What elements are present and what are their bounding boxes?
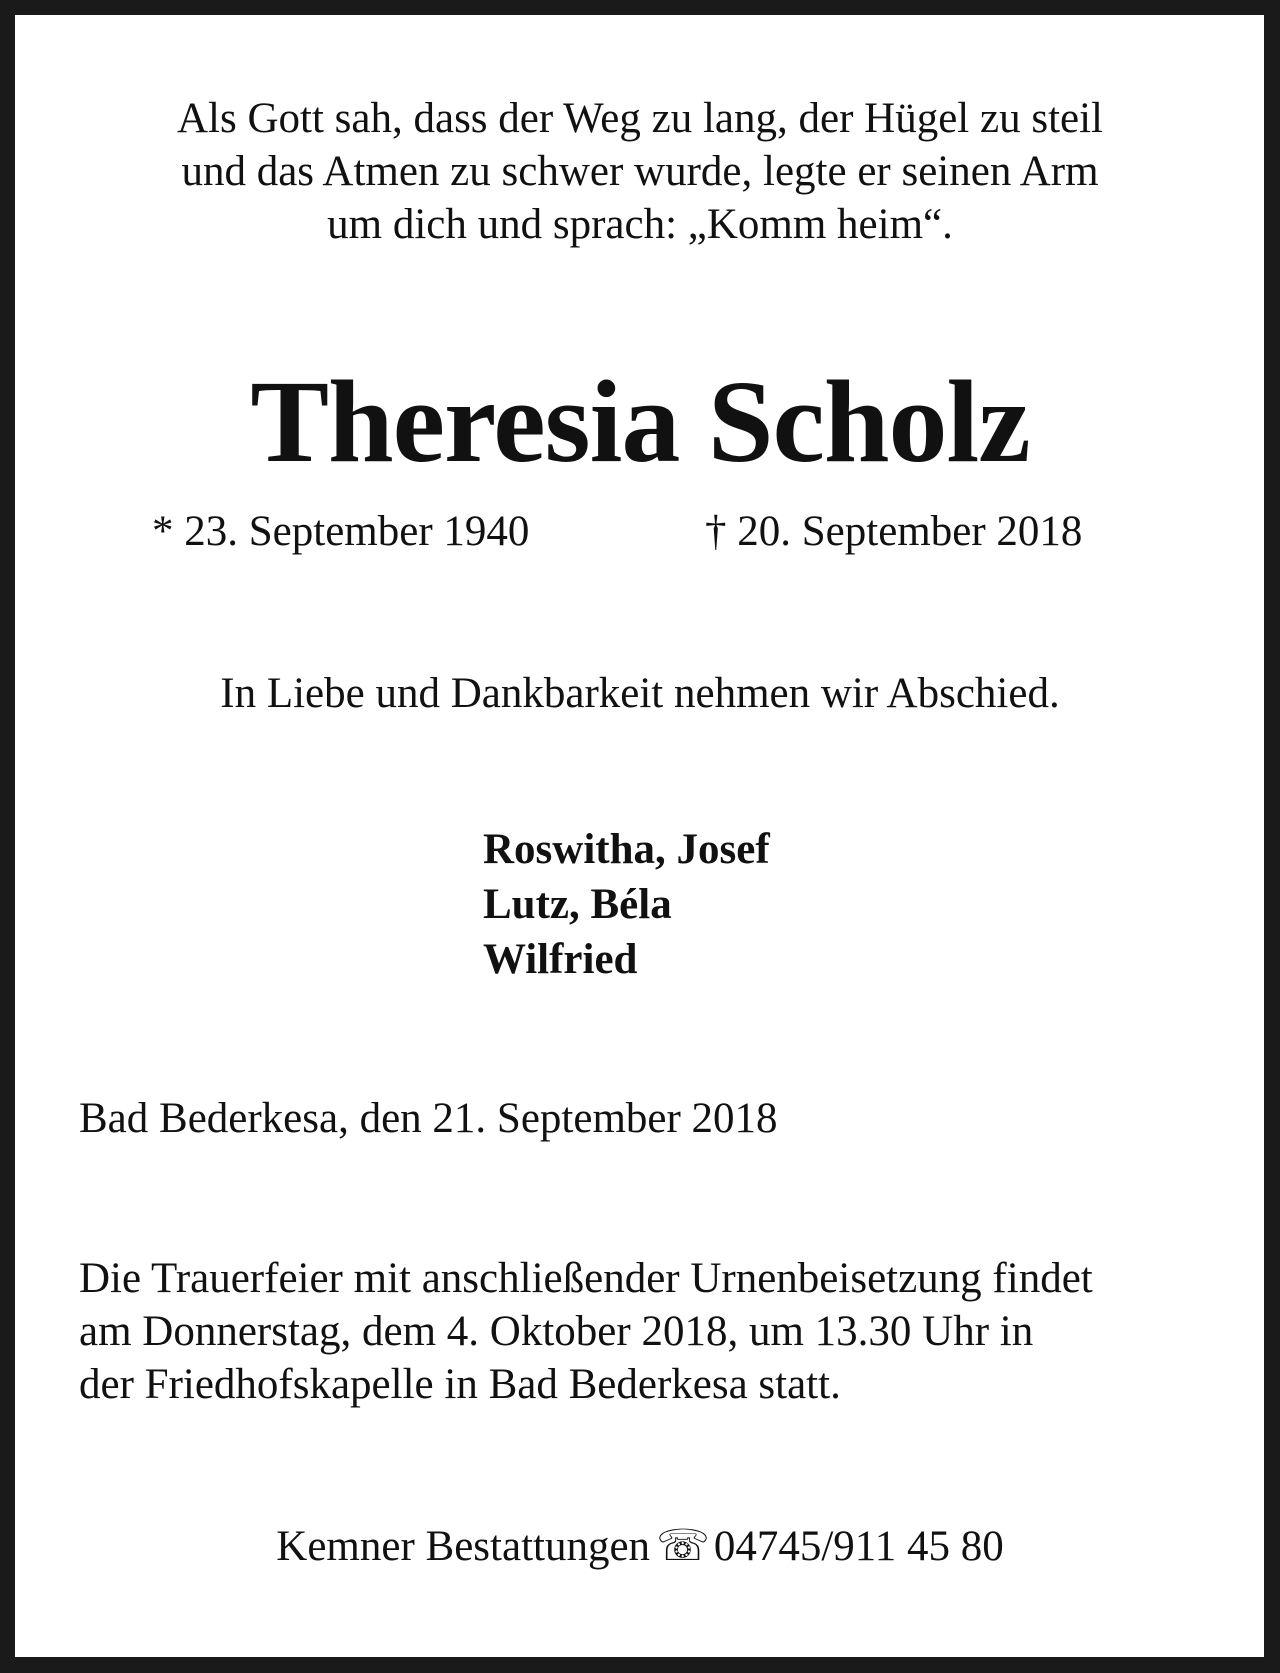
farewell-text: In Liebe und Dankbarkeit nehmen wir Abschied. <box>220 670 1060 717</box>
birth-date: * 23. September 1940 <box>152 508 530 555</box>
ceremony-notice <box>79 1252 1093 1411</box>
undertaker-name: Kemner Bestattungen <box>276 1523 651 1570</box>
quote-line: Als Gott sah, dass der Weg zu lang, der Hügel zu steil <box>176 95 1103 142</box>
deceased-name: Theresia Scholz <box>250 356 1030 487</box>
ceremony-line: am Donnerstag, dem 4. Oktober 2018, um 13.30 Uhr in <box>79 1308 1034 1355</box>
mourner-names: Wilfried <box>483 936 638 983</box>
place-and-date: Bad Bederkesa, den 21. September 2018 <box>79 1095 778 1142</box>
ceremony-line: der Friedhofskapelle in Bad Bederkesa statt. <box>79 1361 841 1408</box>
mourners-list <box>483 822 770 987</box>
undertaker-contact <box>0 1520 1280 1574</box>
telephone-icon: ☏ <box>656 1523 710 1570</box>
quote-line: um dich und sprach: „Komm heim“. <box>327 201 953 248</box>
mourner-names: Lutz, Béla <box>483 881 672 928</box>
mourner-names: Roswitha, Josef <box>483 826 770 873</box>
memorial-quote <box>0 92 1280 251</box>
death-date: † 20. September 2018 <box>705 508 1083 555</box>
undertaker-phone: 04745/911 45 80 <box>713 1523 1004 1570</box>
quote-line: und das Atmen zu schwer wurde, legte er seinen Arm <box>181 148 1099 195</box>
ceremony-line: Die Trauerfeier mit anschließender Urnenbeisetzung findet <box>79 1255 1093 1302</box>
